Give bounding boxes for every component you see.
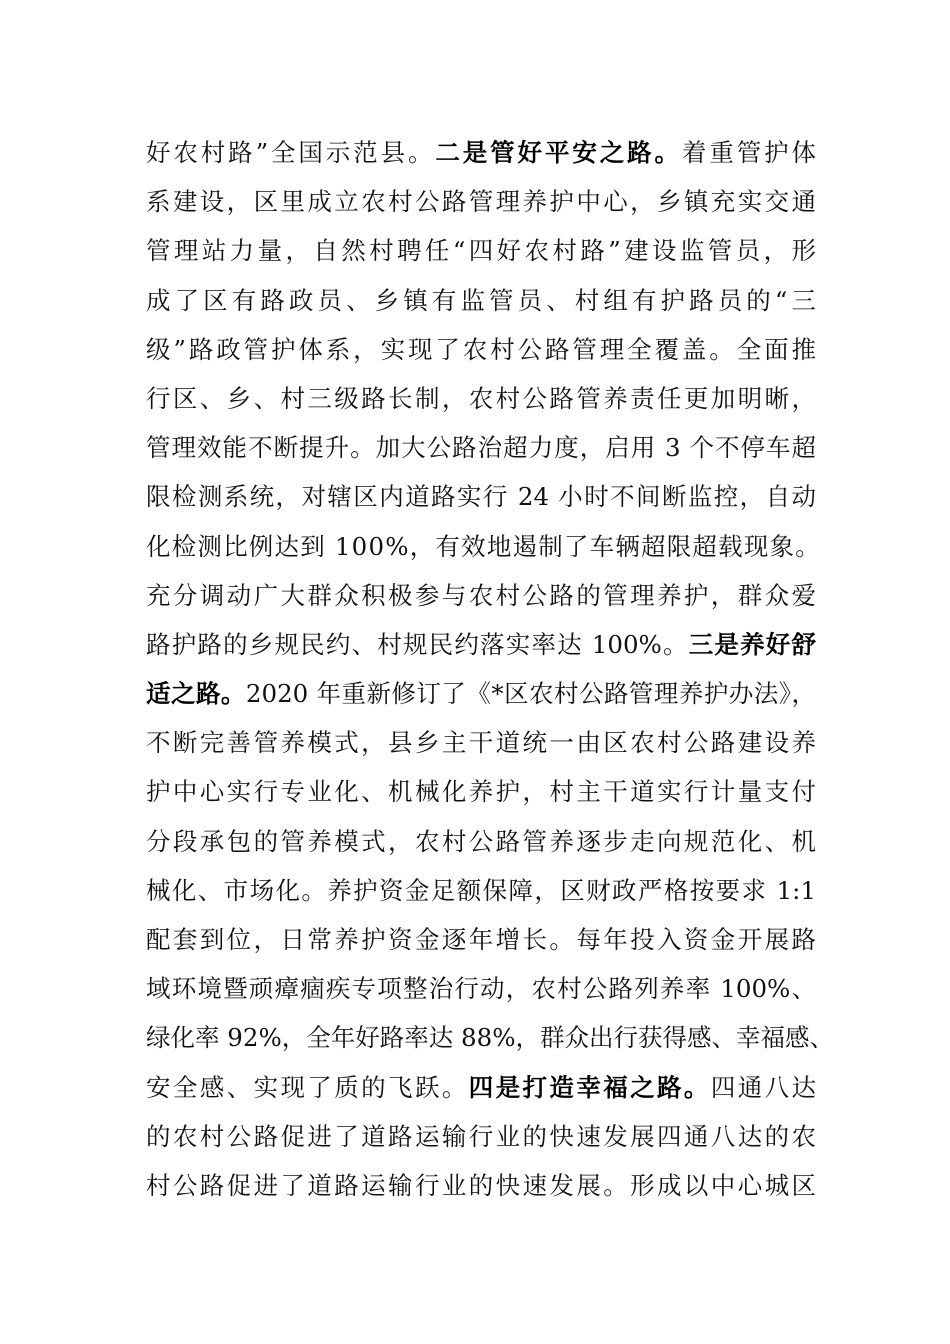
body-text-segment: 管理站力量，自然村聘任“四好农村路”建设监管员，形 — [146, 236, 816, 266]
paragraph-line — [146, 718, 816, 767]
paragraph-line — [146, 522, 821, 571]
paragraph-line — [146, 866, 816, 915]
paragraph-line — [146, 276, 816, 325]
body-text-segment: 好农村路”全国示范县。 — [146, 138, 436, 167]
bold-heading-text: 四是打造幸福之路。 — [468, 1072, 711, 1102]
paragraph-line — [146, 472, 816, 521]
body-text-segment: 着重管护体 — [681, 138, 817, 167]
paragraph-line — [146, 767, 816, 816]
paragraph-line — [146, 1161, 816, 1210]
body-text-segment: 的农村公路促进了道路运输行业的快速发展四通八达的农 — [146, 1121, 816, 1151]
body-text-segment: 域环境暨顽瘴痼疾专项整治行动，农村公路列养率 100%、 — [146, 974, 816, 1004]
paragraph-line — [146, 1112, 816, 1161]
body-text — [146, 128, 834, 1210]
body-text-segment: 分段承包的管养模式，农村公路管养逐步走向规范化、机 — [146, 826, 816, 856]
bold-heading-text: 三是养好舒 — [688, 629, 816, 659]
body-text-segment: 路护路的乡规民约、村规民约落实率达 100%。 — [146, 629, 689, 659]
body-text-segment: 绿化率 92%，全年好路率达 88%，群众出行获得感、幸福感、 — [146, 1023, 834, 1053]
body-text-segment: 护中心实行专业化、机械化养护，村主干道实行计量支付 — [146, 777, 816, 807]
paragraph-line — [146, 177, 816, 226]
paragraph-line — [146, 1013, 834, 1062]
paragraph-line — [146, 817, 816, 866]
body-text-segment: 安全感、实现了质的飞跃。 — [146, 1072, 469, 1102]
body-text-segment: 四通八达 — [710, 1072, 816, 1102]
paragraph-line — [146, 669, 816, 718]
body-text-segment: 充分调动广大群众积极参与农村公路的管理养护，群众爱 — [146, 580, 816, 610]
paragraph-line — [146, 423, 816, 472]
paragraph-line — [146, 128, 816, 177]
body-text-segment: 系建设，区里成立农村公路管理养护中心，乡镇充实交通 — [146, 187, 816, 217]
paragraph-line — [146, 226, 816, 275]
body-text-segment: 化检测比例达到 100%，有效地遏制了车辆超限超载现象。 — [146, 531, 821, 561]
body-text-segment: 成了区有路政员、乡镇有监管员、村组有护路员的“三 — [146, 285, 816, 315]
body-text-segment: 级”路政管护体系，实现了农村公路管理全覆盖。全面推 — [146, 334, 816, 364]
body-text-segment: 不断完善管养模式，县乡主干道统一由区农村公路建设养 — [146, 728, 816, 758]
paragraph-line — [146, 1063, 816, 1112]
body-text-segment: 限检测系统，对辖区内道路实行 24 小时不间断监控，自动 — [146, 482, 816, 512]
paragraph-line — [146, 620, 816, 669]
body-text-segment: 2020 年重新修订了《*区农村公路管理养护办法》， — [245, 679, 817, 709]
paragraph-line — [146, 915, 816, 964]
paragraph-line — [146, 964, 816, 1013]
body-text-segment: 管理效能不断提升。加大公路治超力度，启用 3 个不停车超 — [146, 433, 816, 463]
paragraph-line — [146, 374, 816, 423]
body-text-segment: 村公路促进了道路运输行业的快速发展。形成以中心城区 — [146, 1170, 816, 1200]
bold-heading-text: 适之路。 — [146, 679, 246, 709]
bold-heading-text: 二是管好平安之路。 — [435, 138, 682, 167]
body-text-segment: 配套到位，日常养护资金逐年增长。每年投入资金开展路 — [146, 925, 816, 954]
body-text-segment: 械化、市场化。养护资金足额保障，区财政严格按要求 1:1 — [146, 875, 816, 905]
paragraph-line — [146, 571, 816, 620]
paragraph-line — [146, 325, 816, 374]
body-text-segment: 行区、乡、村三级路长制，农村公路管养责任更加明晰， — [146, 383, 816, 413]
